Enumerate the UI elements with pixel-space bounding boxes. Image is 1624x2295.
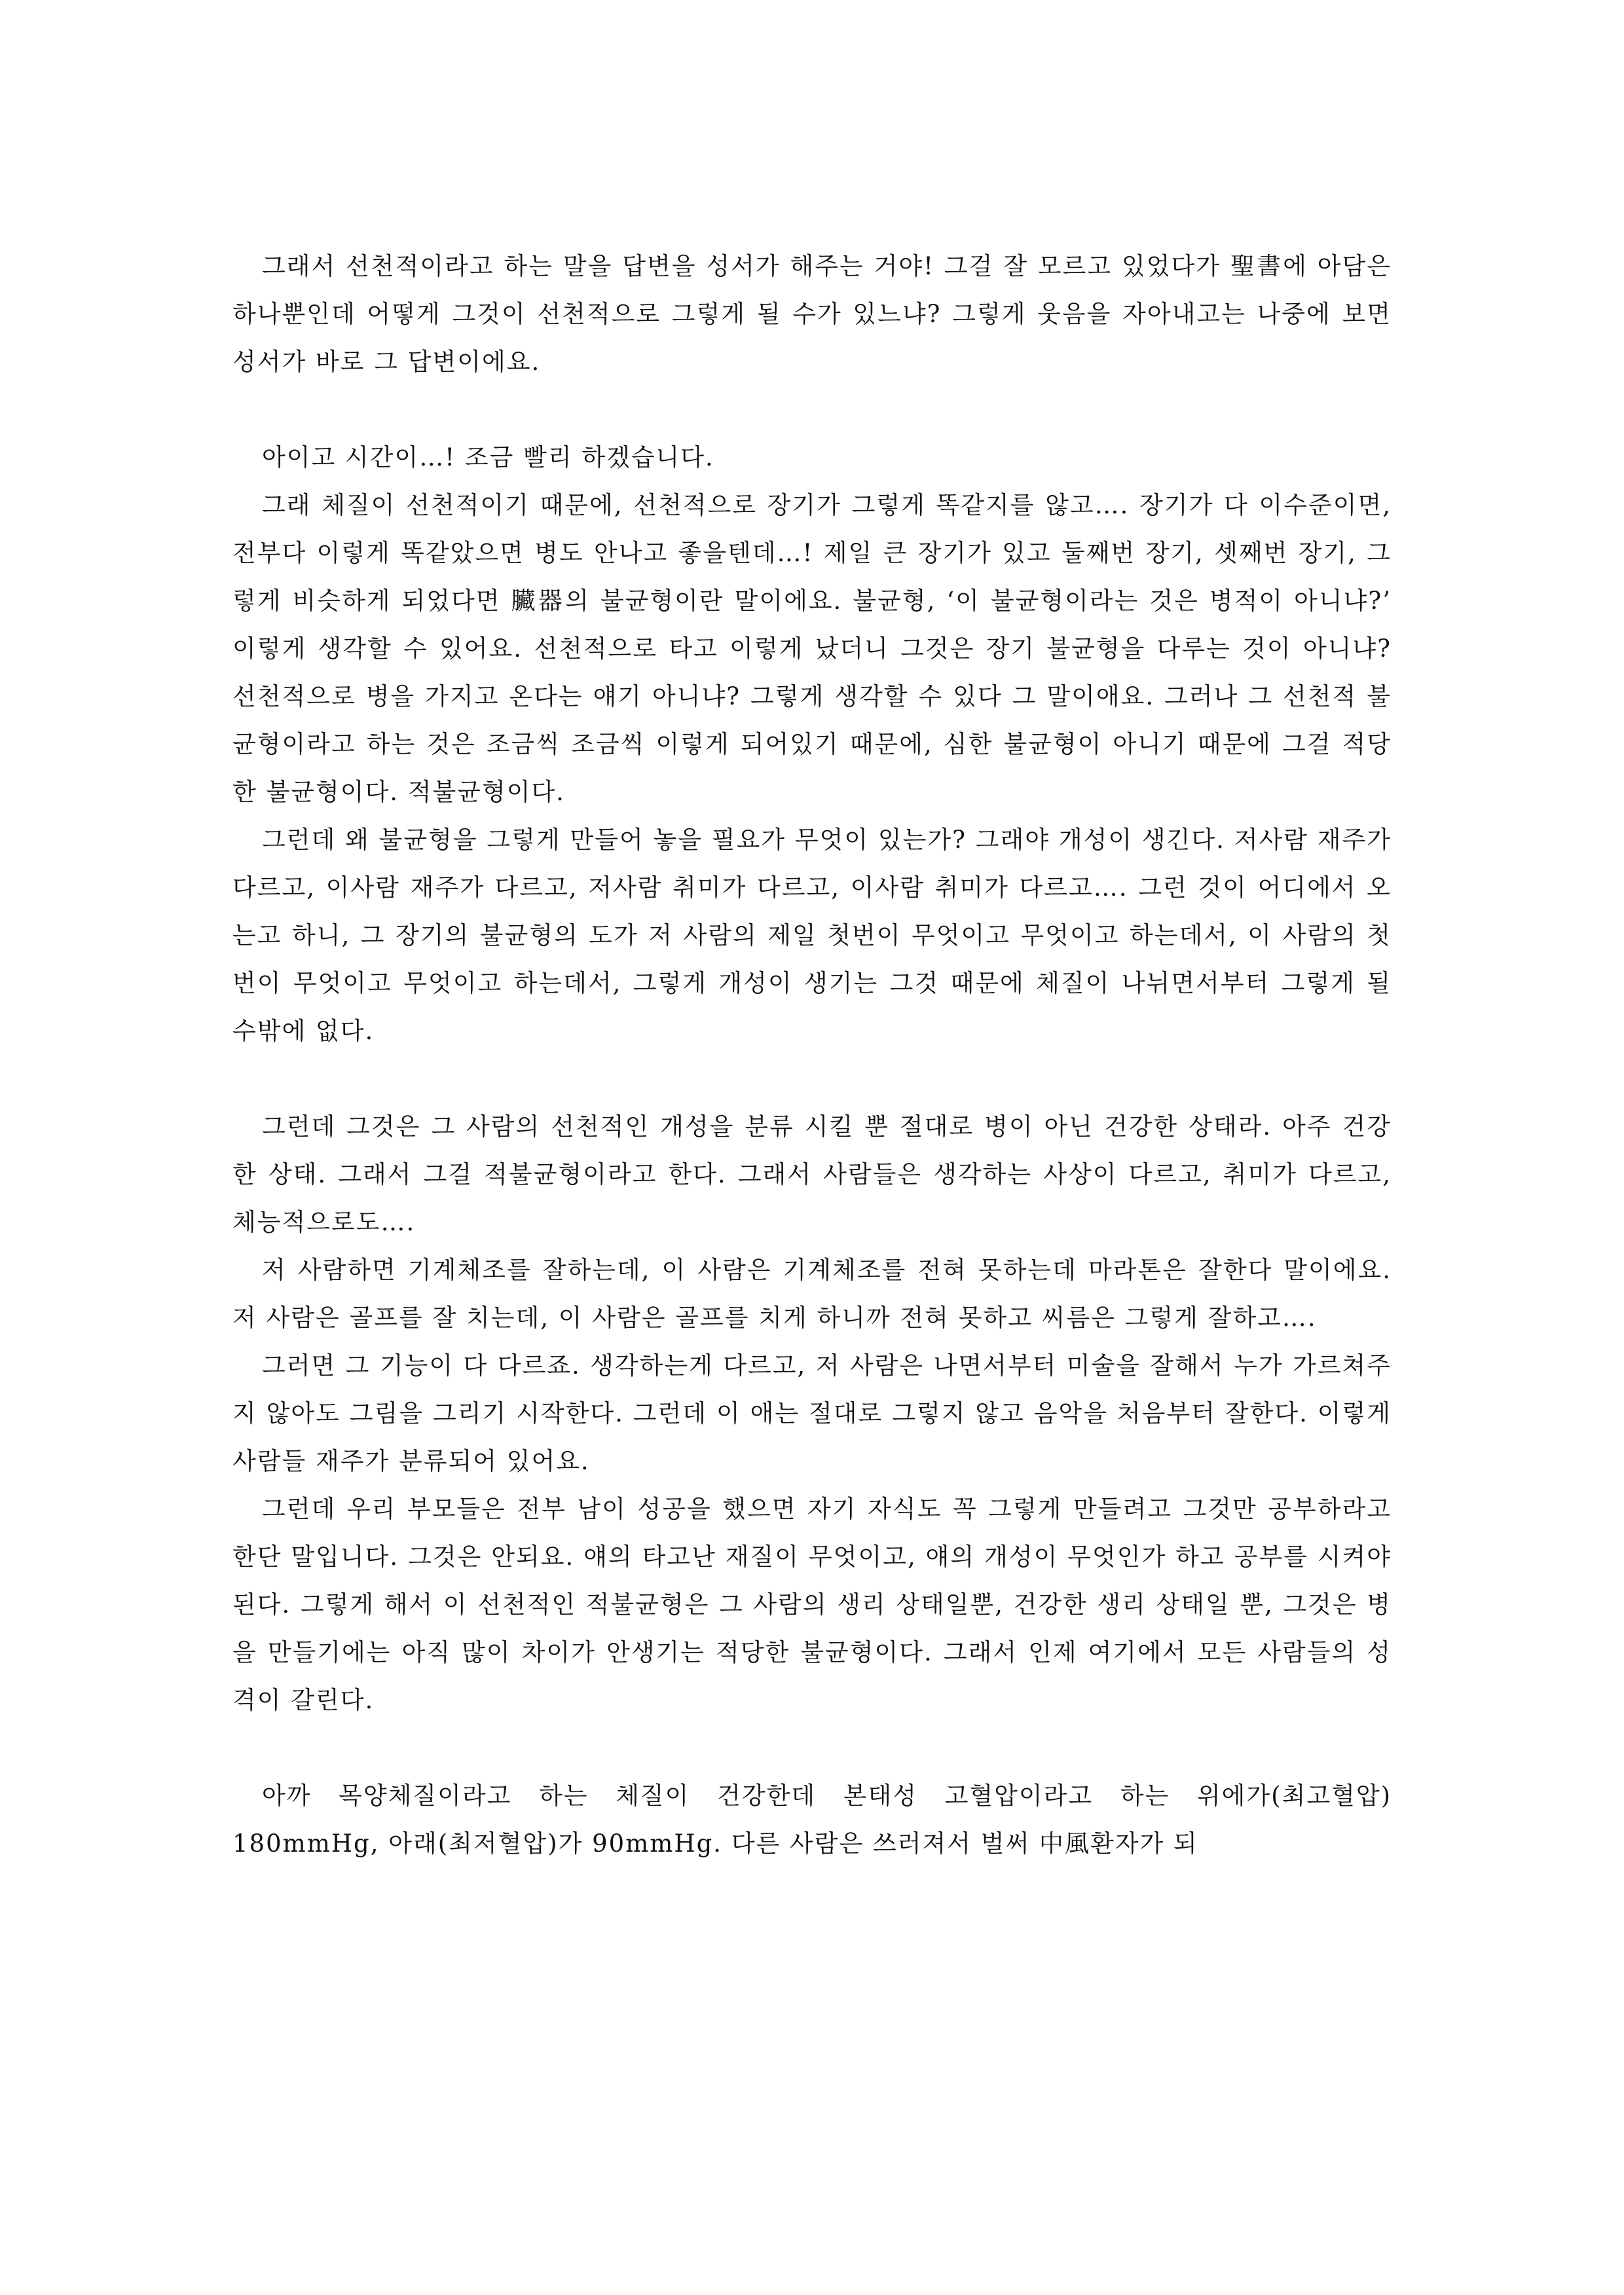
paragraph-gap xyxy=(232,1055,1392,1103)
paragraph: 그런데 우리 부모들은 전부 남이 성공을 했으면 자기 자식도 꼭 그렇게 만들려고 그것만 공부하라고 한단 말입니다. 그것은 안되요. 얘의 타고난 재질이 무엇이고, 얘의 개성이 무엇인가 하고 공부를 시켜야 된다. 그렇게 해서 이 선천적인 적불균형은 그 사람의 생리 상태일뿐, 건강한 생리 상태일 뿐, 그것은 병을 만들기에는 아직 많이 차이가 안생기는 적당한 불균형이다. 그래서 인제 여기에서 모든 사람들의 성격이 갈린다. xyxy=(232,1495,1392,1714)
paragraph: 저 사람하면 기계체조를 잘하는데, 이 사람은 기계체조를 전혀 못하는데 마라톤은 잘한다 말이에요. 저 사람은 골프를 잘 치는데, 이 사람은 골프를 치게 하니까 전혀 못하고 씨름은 그렇게 잘하고…. xyxy=(232,1256,1392,1332)
paragraph: 그래서 선천적이라고 하는 말을 답변을 성서가 해주는 거야! 그걸 잘 모르고 있었다가 聖書에 아담은 하나뿐인데 어떻게 그것이 선천적으로 그렇게 될 수가 있느냐? 그렇게 웃음을 자아내고는 나중에 보면 성서가 바로 그 답변이에요. xyxy=(232,252,1392,376)
document-page xyxy=(232,242,1392,1867)
paragraph-gap xyxy=(232,1724,1392,1772)
paragraph: 아이고 시간이…! 조금 빨리 하겠습니다. xyxy=(262,443,714,471)
paragraph-gap xyxy=(232,386,1392,433)
paragraph: 아까 목양체질이라고 하는 체질이 건강한데 본태성 고혈압이라고 하는 위에가(최고혈압) 180mmHg, 아래(최저혈압)가 90mmHg. 다른 사람은 쓰러져서 벌써 中風환자가 되 xyxy=(232,1782,1392,1858)
paragraph: 그래 체질이 선천적이기 때문에, 선천적으로 장기가 그렇게 똑같지를 않고…. 장기가 다 이수준이면, 전부다 이렇게 똑같았으면 병도 안나고 좋을텐데…! 제일 큰 장기가 있고 둘째번 장기, 셋째번 장기, 그렇게 비슷하게 되었다면 臟器의 불균형이란 말이에요. 불균형, ‘이 불균형이라는 것은 병적이 아니냐?’ 이렇게 생각할 수 있어요. 선천적으로 타고 이렇게 났더니 그것은 장기 불균형을 다루는 것이 아니냐? 선천적으로 병을 가지고 온다는 얘기 아니냐? 그렇게 생각할 수 있다 그 말이애요. 그러나 그 선천적 불균형이라고 하는 것은 조금씩 조금씩 이렇게 되어있기 때문에, 심한 불균형이 아니기 때문에 그걸 적당한 불균형이다. 적불균형이다. xyxy=(232,491,1392,806)
paragraph: 그런데 왜 불균형을 그렇게 만들어 놓을 필요가 무엇이 있는가? 그래야 개성이 생긴다. 저사람 재주가 다르고, 이사람 재주가 다르고, 저사람 취미가 다르고, 이사람 취미가 다르고…. 그런 것이 어디에서 오는고 하니, 그 장기의 불균형의 도가 저 사람의 제일 첫번이 무엇이고 무엇이고 하는데서, 이 사람의 첫 번이 무엇이고 무엇이고 하는데서, 그렇게 개성이 생기는 그것 때문에 체질이 나뉘면서부터 그렇게 될 수밖에 없다. xyxy=(232,826,1392,1045)
paragraph: 그러면 그 기능이 다 다르죠. 생각하는게 다르고, 저 사람은 나면서부터 미술을 잘해서 누가 가르쳐주지 않아도 그림을 그리기 시작한다. 그런데 이 애는 절대로 그렇지 않고 음악을 처음부터 잘한다. 이렇게 사람들 재주가 분류되어 있어요. xyxy=(232,1351,1392,1475)
paragraph: 그런데 그것은 그 사람의 선천적인 개성을 분류 시킬 뿐 절대로 병이 아닌 건강한 상태라. 아주 건강한 상태. 그래서 그걸 적불균형이라고 한다. 그래서 사람들은 생각하는 사상이 다르고, 취미가 다르고, 체능적으로도…. xyxy=(232,1112,1392,1236)
